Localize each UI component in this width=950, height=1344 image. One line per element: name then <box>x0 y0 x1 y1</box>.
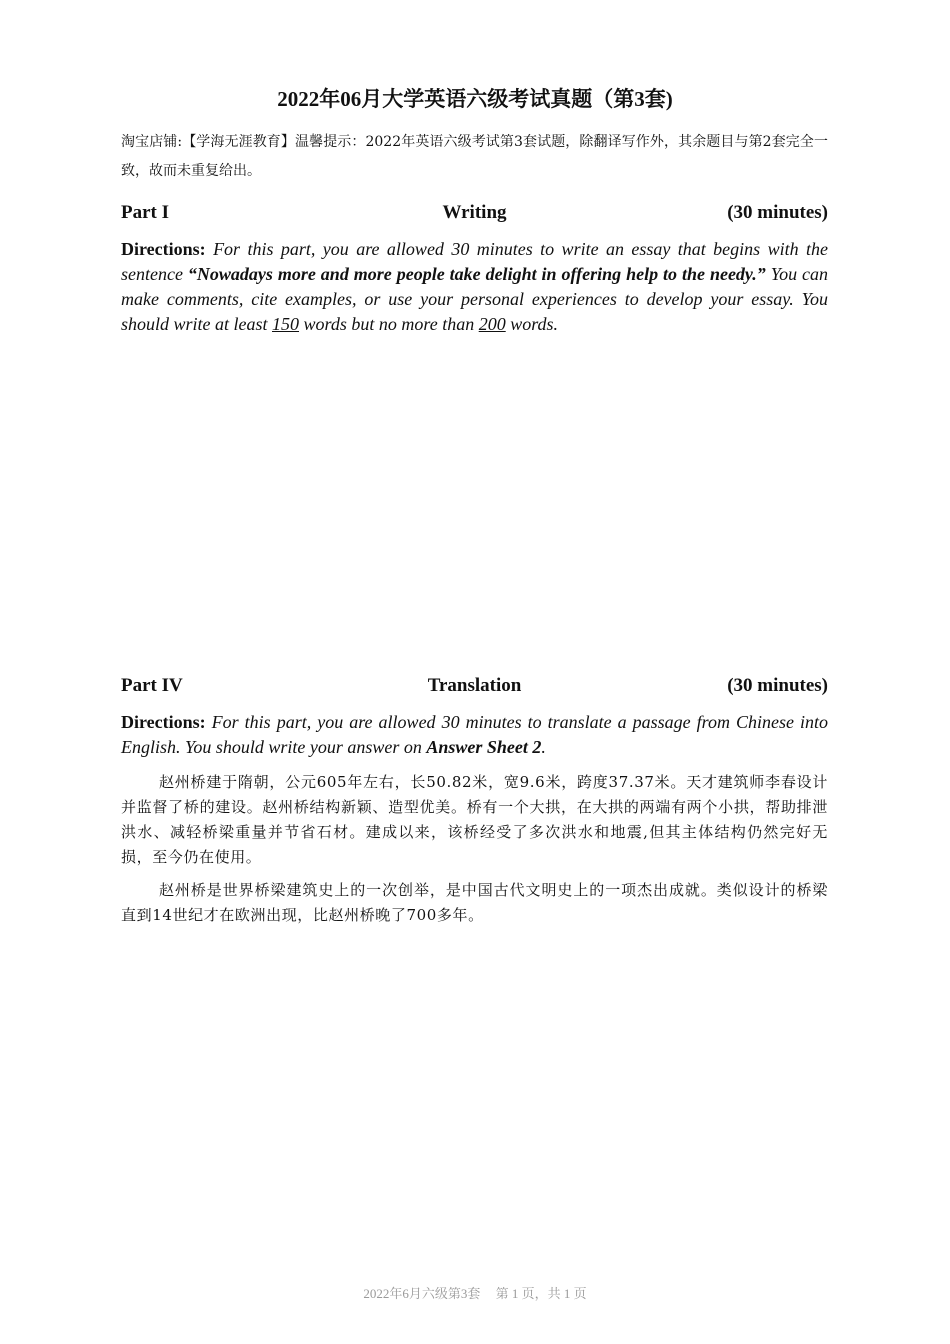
part-4-label: Part IV <box>121 675 183 696</box>
shop-notice: 淘宝店铺:【学海无涯教育】温馨提示：2022年英语六级考试第3套试题，除翻译写作外，其余题目与第2套完全一致，故而未重复给出。 <box>121 134 828 179</box>
translation-paragraph-2: 赵州桥是世界桥梁建筑史上的一次创举，是中国古代文明史上的一项杰出成就。类似设计的桥梁直到14世纪才在欧洲出现，比赵州桥晚了700多年。 <box>121 881 828 924</box>
part-4-time: (30 minutes) <box>727 675 828 696</box>
min-word-count: 150 <box>272 314 300 334</box>
directions-label: Directions: <box>121 239 206 259</box>
part-1-header <box>121 200 828 226</box>
essay-prompt-quote: “Nowadays more and more people take delight in offering help to the needy.” <box>187 264 766 284</box>
part-1-name: Writing <box>442 202 507 223</box>
part-4-directions <box>121 710 828 760</box>
directions-text: words but no more than <box>299 314 479 334</box>
page-title: 2022年06月大学英语六级考试真题（第3套) <box>277 87 673 111</box>
directions-text: words. <box>505 314 559 334</box>
directions-text: . <box>541 737 546 757</box>
part-1-directions <box>121 237 828 337</box>
part-4-header <box>121 673 828 699</box>
directions-label: Directions: <box>121 712 206 732</box>
directions-text: For this part, you are allowed 30 minutes to translate a passage from Chinese into English. You should write your answer on <box>121 712 828 757</box>
part-4-name: Translation <box>427 675 522 696</box>
answer-sheet-ref: Answer Sheet 2 <box>426 737 542 757</box>
max-word-count: 200 <box>478 314 506 334</box>
directions-text: For this part, you are allowed 30 minutes to write an essay that begins with the sentence <box>121 239 828 284</box>
page-footer <box>0 1283 950 1305</box>
translation-paragraph-1: 赵州桥建于隋朝，公元605年左右，长50.82米，宽9.6米，跨度37.37米。天才建筑师李春设计并监督了桥的建设。赵州桥结构新颖、造型优美。桥有一个大拱，在大拱的两端有两个小拱，帮助排泄洪水、减轻桥梁重量并节省石材。建成以来，该桥经受了多次洪水和地震,但其主体结构仍然完好无损，至今仍在使用。 <box>121 773 828 866</box>
part-1-time: (30 minutes) <box>727 202 828 223</box>
footer-doc-name: 2022年6月六级第3套 <box>363 1286 481 1301</box>
directions-text: You can make comments, cite examples, or use your personal experiences to develop your essay. You should write at least <box>121 264 829 334</box>
part-1-label: Part I <box>121 202 170 223</box>
footer-page-info: 第 1 页，共 1 页 <box>495 1286 587 1301</box>
